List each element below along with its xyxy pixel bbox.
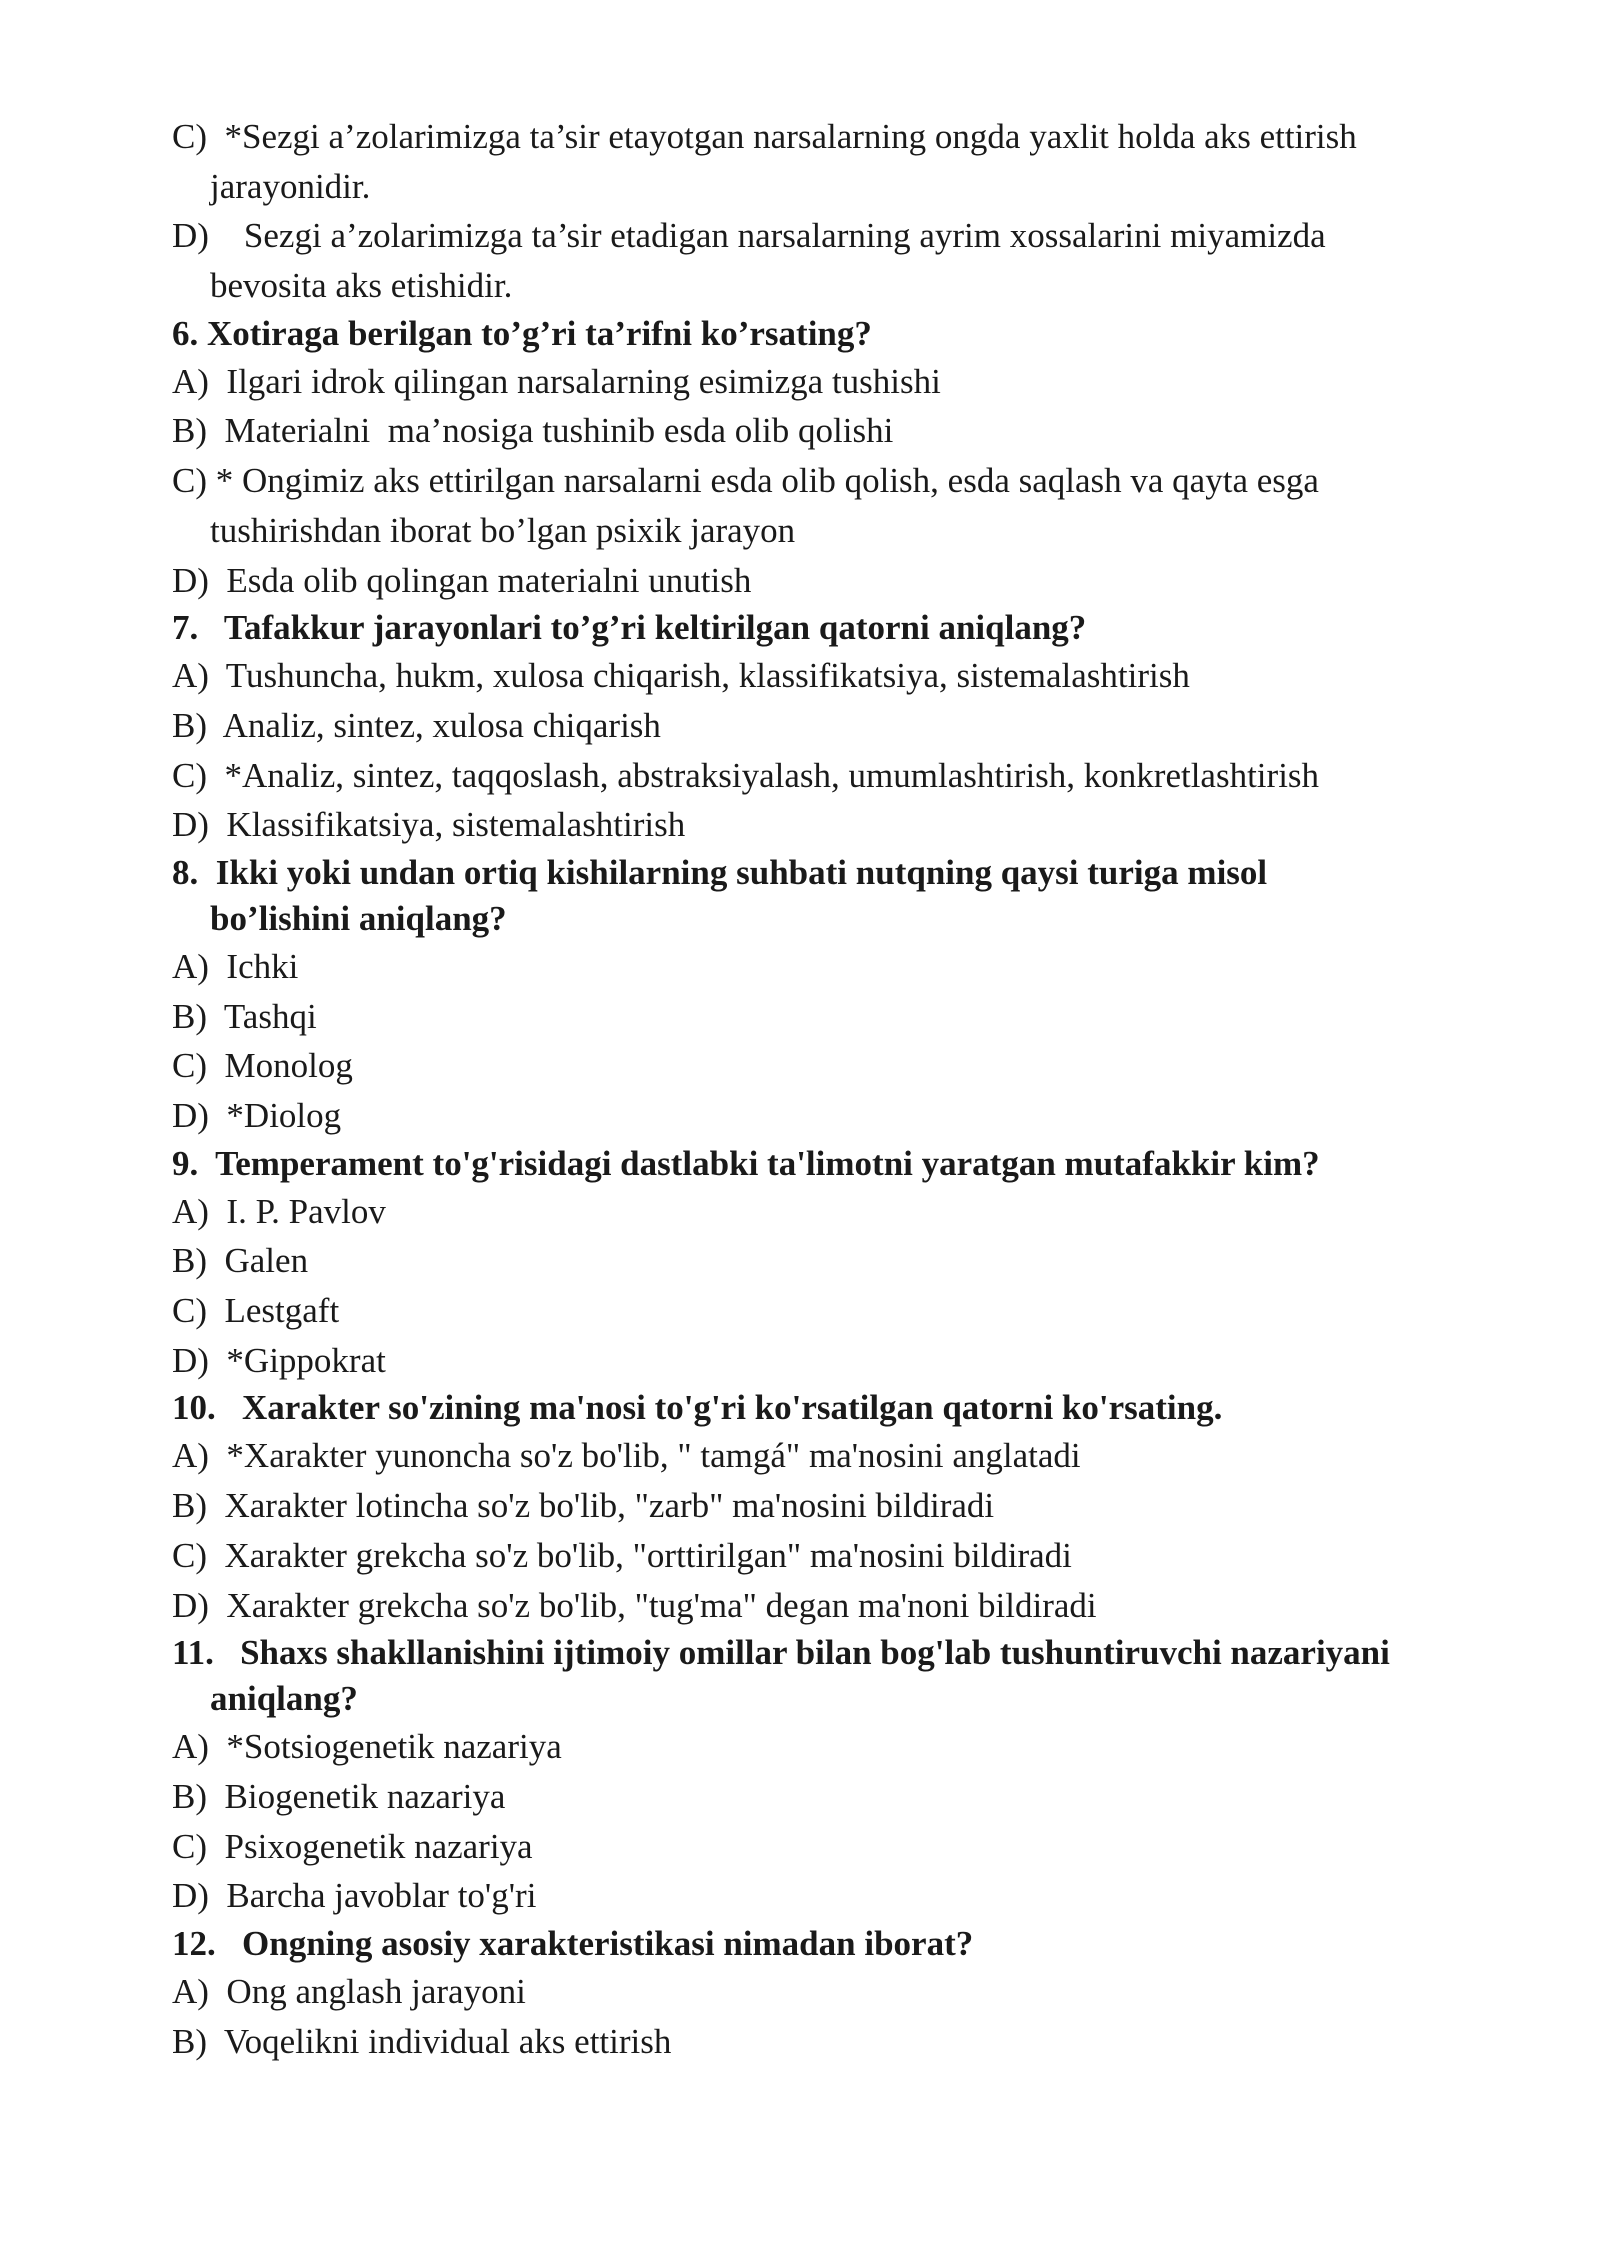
answer-option: C) Lestgaft — [172, 1291, 340, 1331]
answer-option: D) Esda olib qolingan materialni unutish — [172, 560, 752, 600]
question-heading: 6. Xotiraga berilgan to’g’ri ta’rifni ko’rsating? — [172, 313, 872, 353]
answer-option: A) Ilgari idrok qilingan narsalarning esimizga tushishi — [172, 361, 941, 401]
answer-option: C) * Ongimiz aks ettirilgan narsalarni esda olib qolish, esda saqlash va qayta esga — [172, 461, 1319, 501]
answer-option: C) *Analiz, sintez, taqqoslash, abstraksiyalash, umumlashtirish, konkretlashtirish — [172, 755, 1320, 795]
answer-option: B) Analiz, sintez, xulosa chiqarish — [172, 705, 661, 745]
answer-option: A) Tushuncha, hukm, xulosa chiqarish, klassifikatsiya, sistemalashtirish — [172, 656, 1190, 696]
answer-option: A) *Sotsiogenetik nazariya — [172, 1727, 562, 1767]
answer-option: C) *Sezgi a’zolarimizga ta’sir etayotgan narsalarning ongda yaxlit holda aks ettirish — [172, 117, 1357, 156]
answer-option: C) Monolog — [172, 1046, 353, 1086]
question-heading: 10. Xarakter so'zining ma'nosi to'g'ri ko'rsatilgan qatorni ko'rsating. — [172, 1388, 1223, 1428]
question-heading: 11. Shaxs shakllanishini ijtimoiy omillar bilan bog'lab tushuntiruvchi nazariyani — [172, 1633, 1390, 1673]
answer-option: C) Psixogenetik nazariya — [172, 1826, 533, 1866]
question-heading-continuation: aniqlang? — [210, 1679, 358, 1719]
question-heading: 12. Ongning asosiy xarakteristikasi nimadan iborat? — [172, 1923, 974, 1963]
answer-option: B) Biogenetik nazariya — [172, 1776, 506, 1816]
question-heading-continuation: bo’lishini aniqlang? — [210, 898, 507, 938]
answer-option: B) Voqelikni individual aks ettirish — [172, 2021, 672, 2061]
answer-option: B) Galen — [172, 1241, 309, 1281]
question-heading: 7. Tafakkur jarayonlari to’g’ri keltirilgan qatorni aniqlang? — [172, 608, 1087, 648]
answer-option: D) *Gippokrat — [172, 1340, 386, 1380]
answer-option: C) Xarakter grekcha so'z bo'lib, "orttirilgan" ma'nosini bildiradi — [172, 1535, 1072, 1575]
answer-option: A) Ong anglash jarayoni — [172, 1971, 526, 2011]
answer-option-continuation: tushirishdan iborat bo’lgan psixik jarayon — [210, 510, 796, 550]
quiz-content — [172, 112, 1512, 2066]
answer-option: D) Barcha javoblar to'g'ri — [172, 1876, 537, 1916]
answer-option: B) Xarakter lotincha so'z bo'lib, "zarb" ma'nosini bildiradi — [172, 1486, 995, 1526]
answer-option: B) Materialni ma’nosiga tushinib esda olib qolishi — [172, 411, 894, 451]
answer-option: A) I. P. Pavlov — [172, 1191, 386, 1231]
answer-option: D) Klassifikatsiya, sistemalashtirish — [172, 805, 686, 845]
answer-option: B) Tashqi — [172, 996, 317, 1036]
answer-option: D) Sezgi a’zolarimizga ta’sir etadigan narsalarning ayrim xossalarini miyamizda — [172, 216, 1326, 256]
answer-option: A) Ichki — [172, 946, 299, 986]
answer-option-continuation: bevosita aks etishidir. — [210, 266, 513, 306]
answer-option: D) *Diolog — [172, 1096, 342, 1135]
question-heading: 9. Temperament to'g'risidagi dastlabki ta'limotni yaratgan mutafakkir kim? — [172, 1143, 1320, 1183]
question-heading: 8. Ikki yoki undan ortiq kishilarning suhbati nutqning qaysi turiga misol — [172, 852, 1268, 892]
answer-option: D) Xarakter grekcha so'z bo'lib, "tug'ma" degan ma'noni bildiradi — [172, 1585, 1097, 1625]
answer-option: A) *Xarakter yunoncha so'z bo'lib, " tamgá" ma'nosini anglatadi — [172, 1436, 1081, 1476]
answer-option-continuation: jarayonidir. — [210, 166, 371, 206]
